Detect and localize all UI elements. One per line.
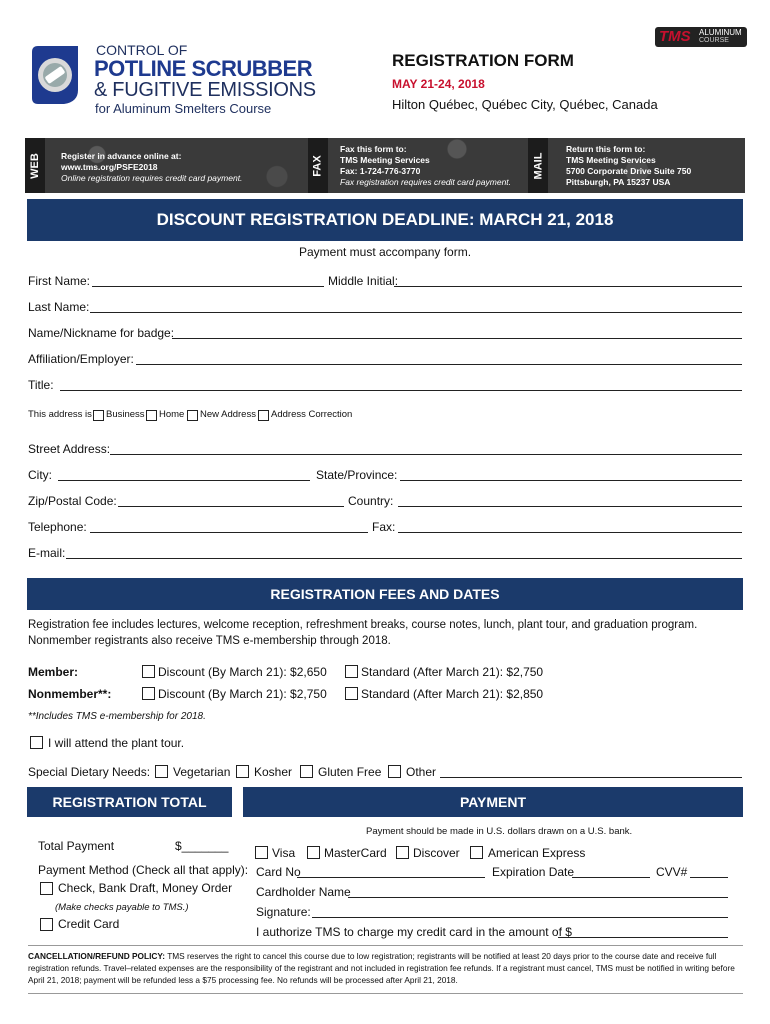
tms-logo-sub2: COURSE (699, 37, 729, 44)
cardholder-label: Cardholder Name (256, 885, 351, 899)
nickname-field[interactable] (172, 326, 742, 339)
mail-info (566, 144, 691, 188)
mail-line2: TMS Meeting Services (566, 155, 656, 165)
mail-line3: 5700 Corporate Drive Suite 750 (566, 166, 692, 176)
diet-other-checkbox[interactable] (388, 765, 401, 778)
diet-other-label: Other (406, 765, 437, 779)
visa-label: Visa (272, 846, 296, 860)
address-home-label: Home (159, 409, 185, 420)
payment-method-label: Payment Method (Check all that apply): (38, 863, 249, 877)
middle-initial-label: Middle Initial: (328, 274, 399, 288)
affiliation-field[interactable] (136, 352, 742, 365)
fax-tab: FAX (308, 138, 328, 193)
address-correction-label: Address Correction (271, 409, 353, 420)
state-label: State/Province: (316, 468, 398, 482)
course-venue: Hilton Québec, Québec City, Québec, Canada (392, 97, 658, 112)
nonmember-discount-label: Discount (By March 21): $2,750 (158, 687, 327, 701)
address-business-checkbox[interactable] (93, 410, 104, 421)
affiliation-label: Affiliation/Employer: (28, 352, 134, 366)
web-note: Online registration requires credit card payment. (61, 173, 243, 183)
member-discount-checkbox[interactable] (142, 665, 155, 678)
amex-label: American Express (488, 846, 586, 860)
expiration-field[interactable] (572, 865, 650, 878)
diet-kosher-checkbox[interactable] (236, 765, 249, 778)
address-home-checkbox[interactable] (146, 410, 157, 421)
title-field[interactable] (60, 378, 742, 391)
fees-description-line2: Nonmember registrants also receive TMS e-membership through 2018. (28, 635, 391, 647)
fees-description-line1: Registration fee includes lectures, welcome reception, refreshment breaks, course notes, lunch, plant tour, and graduation program. (28, 619, 698, 631)
country-field[interactable] (398, 494, 742, 507)
registration-total-banner: REGISTRATION TOTAL (27, 787, 232, 817)
course-title-line1: CONTROL OF (96, 42, 188, 58)
fax-label: Fax: (372, 520, 396, 534)
mail-tab: MAIL (528, 138, 548, 193)
make-payable-note: (Make checks payable to TMS.) (55, 902, 189, 913)
discover-label: Discover (413, 846, 460, 860)
card-number-field[interactable] (297, 865, 485, 878)
fax-info (340, 144, 511, 188)
currency-note: Payment should be made in U.S. dollars drawn on a U.S. bank. (366, 826, 633, 837)
member-standard-checkbox[interactable] (345, 665, 358, 678)
middle-initial-field[interactable] (394, 274, 742, 287)
visa-checkbox[interactable] (255, 846, 268, 859)
nonmember-discount-checkbox[interactable] (142, 687, 155, 700)
fax-note: Fax registration requires credit card payment. (340, 177, 512, 187)
signature-field[interactable] (312, 905, 728, 918)
member-discount-label: Discount (By March 21): $2,650 (158, 665, 327, 679)
city-label: City: (28, 468, 52, 482)
title-label: Title: (28, 378, 54, 392)
fax-line1: Fax this form to: (340, 144, 407, 154)
dietary-needs-label: Special Dietary Needs: (28, 765, 151, 779)
membership-footnote: **Includes TMS e-membership for 2018. (28, 711, 206, 722)
diet-gluten-free-label: Gluten Free (318, 765, 382, 779)
zip-label: Zip/Postal Code: (28, 494, 117, 508)
credit-card-label: Credit Card (58, 917, 120, 931)
discover-checkbox[interactable] (396, 846, 409, 859)
plant-tour-checkbox[interactable] (30, 736, 43, 749)
check-payment-checkbox[interactable] (40, 882, 53, 895)
mastercard-checkbox[interactable] (307, 846, 320, 859)
telephone-field[interactable] (90, 520, 368, 533)
course-title-line2: POTLINE SCRUBBER (94, 56, 313, 81)
credit-card-checkbox[interactable] (40, 918, 53, 931)
total-payment-field[interactable]: $_______ (175, 839, 229, 853)
bottom-divider (28, 993, 743, 994)
mail-line4: Pittsburgh, PA 15237 USA (566, 177, 671, 187)
cancellation-policy (28, 950, 743, 986)
city-field[interactable] (58, 468, 310, 481)
diet-kosher-label: Kosher (254, 765, 293, 779)
telephone-label: Telephone: (28, 520, 87, 534)
web-line1: Register in advance online at: (61, 151, 182, 161)
course-logo-emblem (28, 44, 84, 106)
total-payment-label: Total Payment (38, 839, 115, 853)
mastercard-label: MasterCard (324, 846, 387, 860)
last-name-label: Last Name: (28, 300, 90, 314)
tms-logo-sub1: ALUMINUM (699, 28, 742, 37)
plant-tour-label: I will attend the plant tour. (48, 736, 185, 750)
payment-note: Payment must accompany form. (298, 245, 472, 259)
fax-number: Fax: 1-724-776-3770 (340, 166, 421, 176)
cvv-label: CVV# (656, 865, 688, 879)
web-url[interactable]: www.tms.org/PSFE2018 (61, 162, 158, 172)
fax-field[interactable] (398, 520, 742, 533)
nonmember-standard-label: Standard (After March 21): $2,850 (361, 687, 544, 701)
address-type-label: This address is (28, 409, 92, 420)
member-label: Member: (28, 665, 79, 679)
diet-vegetarian-checkbox[interactable] (155, 765, 168, 778)
fax-line2: TMS Meeting Services (340, 155, 430, 165)
mail-line1: Return this form to: (566, 144, 646, 154)
address-new-checkbox[interactable] (187, 410, 198, 421)
course-dates: MAY 21-24, 2018 (392, 77, 485, 91)
fees-banner: REGISTRATION FEES AND DATES (27, 578, 743, 610)
cancellation-divider (28, 945, 743, 946)
address-business-label: Business (106, 409, 145, 420)
email-label: E-mail: (28, 546, 66, 560)
nonmember-standard-checkbox[interactable] (345, 687, 358, 700)
web-info (61, 151, 242, 184)
nickname-label: Name/Nickname for badge: (28, 326, 175, 340)
diet-gluten-free-checkbox[interactable] (300, 765, 313, 778)
address-new-label: New Address (200, 409, 256, 420)
course-title-line3: & FUGITIVE EMISSIONS (94, 79, 316, 101)
cancellation-text: TMS reserves the right to cancel this course due to low registration; registrants will be notified at least 20 days prior to the course date and receive full registration refunds. Travel–related expenses are the responsibility of the registrant and not included in registration fee refunds. If a registrant must cancel, TMS must be notified in writing before April 21, 2018; payment will be refunded less a $75 processing fee. No refunds will be processed after April 21, 2018. (28, 951, 735, 985)
form-title: REGISTRATION FORM (392, 51, 574, 70)
street-field[interactable] (110, 442, 742, 455)
first-name-field[interactable] (92, 274, 324, 287)
state-field[interactable] (400, 468, 742, 481)
country-label: Country: (348, 494, 394, 508)
card-number-label: Card No (256, 865, 301, 879)
course-title-line4: for Aluminum Smelters Course (95, 101, 272, 116)
diet-other-field[interactable] (440, 765, 742, 778)
cancellation-heading: CANCELLATION/REFUND POLICY: (28, 951, 166, 961)
authorize-label: I authorize TMS to charge my credit card in the amount of $ (256, 925, 572, 939)
deadline-banner: DISCOUNT REGISTRATION DEADLINE: MARCH 21, 2018 (27, 199, 743, 241)
diet-vegetarian-label: Vegetarian (173, 765, 231, 779)
email-field[interactable] (66, 546, 742, 559)
contact-strip (25, 138, 745, 193)
nonmember-label: Nonmember**: (28, 687, 112, 701)
check-payment-label: Check, Bank Draft, Money Order (58, 881, 233, 895)
member-standard-label: Standard (After March 21): $2,750 (361, 665, 544, 679)
web-tab: WEB (25, 138, 45, 193)
expiration-label: Expiration Date (492, 865, 575, 879)
cvv-field[interactable] (690, 865, 728, 878)
tms-logo (655, 27, 747, 47)
authorize-amount-field[interactable] (558, 925, 728, 938)
zip-field[interactable] (118, 494, 344, 507)
last-name-field[interactable] (90, 300, 742, 313)
amex-checkbox[interactable] (470, 846, 483, 859)
signature-label: Signature: (256, 905, 311, 919)
street-label: Street Address: (28, 442, 111, 456)
address-correction-checkbox[interactable] (258, 410, 269, 421)
cardholder-field[interactable] (348, 885, 728, 898)
payment-banner: PAYMENT (243, 787, 743, 817)
first-name-label: First Name: (28, 274, 91, 288)
tms-logo-text: TMS (659, 28, 691, 45)
